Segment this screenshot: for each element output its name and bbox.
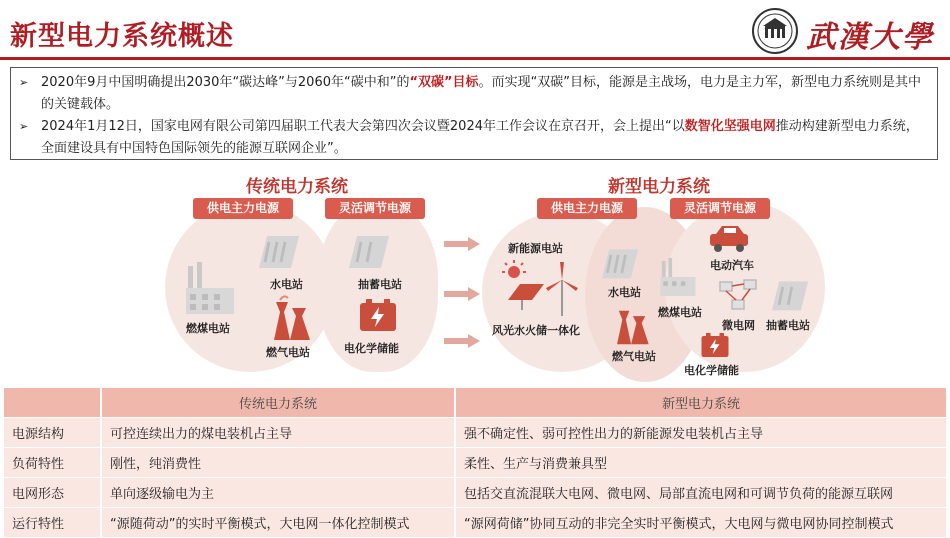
- new-hydro-label: 水电站: [608, 286, 641, 299]
- table-row: [4, 508, 946, 538]
- hydro-station-icon: [598, 244, 642, 282]
- new-battery-label: 电化学储能: [684, 364, 739, 377]
- table-row: [4, 418, 946, 448]
- pumped-storage-icon: [768, 276, 812, 314]
- microgrid-icon: [716, 276, 762, 314]
- new-pumped-label: 抽蓄电站: [766, 319, 810, 332]
- bullet-arrow-icon: ➢: [19, 120, 29, 133]
- table-cell: 柔性、生产与消费兼具型: [455, 448, 946, 478]
- gas-plant-icon: [266, 292, 316, 342]
- transition-arrow-icon: [444, 334, 480, 348]
- new-microgrid-label: 微电网: [722, 319, 755, 332]
- dual-carbon-highlight: “双碳”目标: [409, 75, 479, 90]
- table-row-label: 电源结构: [4, 418, 101, 448]
- table-cell: 可控连续出力的煤电装机占主导: [101, 418, 455, 448]
- coal-plant-icon: [180, 258, 240, 318]
- title-divider: [0, 57, 950, 60]
- table-header-cell: 新型电力系统: [455, 388, 946, 418]
- comparison-diagram: [0, 162, 950, 387]
- table-header-cell: [4, 388, 101, 418]
- battery-storage-icon: [356, 295, 400, 335]
- coal-plant-icon: [656, 254, 700, 300]
- table-cell: “源网荷储”协同互动的非完全实时平衡模式，大电网与微电网协同控制模式: [455, 508, 946, 538]
- table-row: [4, 478, 946, 508]
- new-flex-power-pill: 灵活调节电源: [670, 198, 770, 219]
- table-row: [4, 448, 946, 478]
- comparison-table: [4, 388, 946, 538]
- traditional-hydro-label: 水电站: [270, 278, 303, 291]
- table-row-label: 负荷特性: [4, 448, 101, 478]
- table-row-label: 电网形态: [4, 478, 101, 508]
- table-cell: 包括交直流混联大电网、微电网、局部直流电网和可调节负荷的能源互联网: [455, 478, 946, 508]
- solar-wind-icon: [500, 260, 580, 318]
- traditional-pumped-label: 抽蓄电站: [358, 278, 402, 291]
- traditional-coal-label: 燃煤电站: [186, 322, 230, 335]
- new-coal-label: 燃煤电站: [658, 306, 702, 319]
- summary-box: [10, 67, 938, 160]
- traditional-system-title: 传统电力系统: [246, 177, 348, 197]
- bullet-arrow-icon: ➢: [19, 76, 29, 89]
- table-row-label: 运行特性: [4, 508, 101, 538]
- table-header-cell: 传统电力系统: [101, 388, 455, 418]
- traditional-flex-power-pill: 灵活调节电源: [325, 198, 425, 219]
- smart-grid-highlight: 数智化坚强电网: [684, 119, 776, 134]
- transition-arrow-icon: [444, 237, 480, 251]
- traditional-main-power-pill: 供电主力电源: [193, 198, 293, 219]
- electric-car-icon: [706, 222, 752, 254]
- summary-bullet-1: ➢ 2020年9月中国明确提出2030年“碳达峰”与2060年“碳中和”的“双碳”目标。而实现“双碳”目标，能源是主战场，电力是主力军，新型电力系统则是其中的关键载体。: [19, 72, 927, 116]
- gas-plant-icon: [610, 302, 654, 346]
- new-main-power-pill: 供电主力电源: [537, 198, 637, 219]
- battery-storage-icon: [698, 330, 732, 360]
- new-system-title: 新型电力系统: [608, 177, 710, 197]
- new-energy-station-label: 新能源电站: [508, 242, 563, 255]
- traditional-battery-label: 电化学储能: [344, 342, 399, 355]
- pumped-storage-icon: [345, 230, 393, 272]
- traditional-gas-label: 燃气电站: [266, 346, 310, 359]
- table-cell: 刚性，纯消费性: [101, 448, 455, 478]
- table-cell: 强不确定性、弱可控性出力的新能源发电装机占主导: [455, 418, 946, 448]
- new-gas-label: 燃气电站: [612, 350, 656, 363]
- hydro-station-icon: [255, 230, 303, 272]
- integrated-energy-label: 风光水火储一体化: [492, 324, 580, 337]
- table-header-row: [4, 388, 946, 418]
- university-name-logo: 武漢大學: [806, 20, 934, 55]
- new-ev-label: 电动汽车: [710, 259, 754, 272]
- transition-arrow-icon: [444, 287, 480, 301]
- table-cell: 单向逐级输电为主: [101, 478, 455, 508]
- table-cell: “源随荷动”的实时平衡模式，大电网一体化控制模式: [101, 508, 455, 538]
- summary-bullet-2: ➢ 2024年1月12日，国家电网有限公司第四届职工代表大会第四次会议暨2024年工作会议在京召开，会上提出“以数智化坚强电网推动构建新型电力系统，全面建设具有中国特色国际领先的能源互联网企业”。: [19, 116, 927, 160]
- page-title: 新型电力系统概述: [10, 21, 234, 52]
- university-emblem-icon: [752, 8, 798, 54]
